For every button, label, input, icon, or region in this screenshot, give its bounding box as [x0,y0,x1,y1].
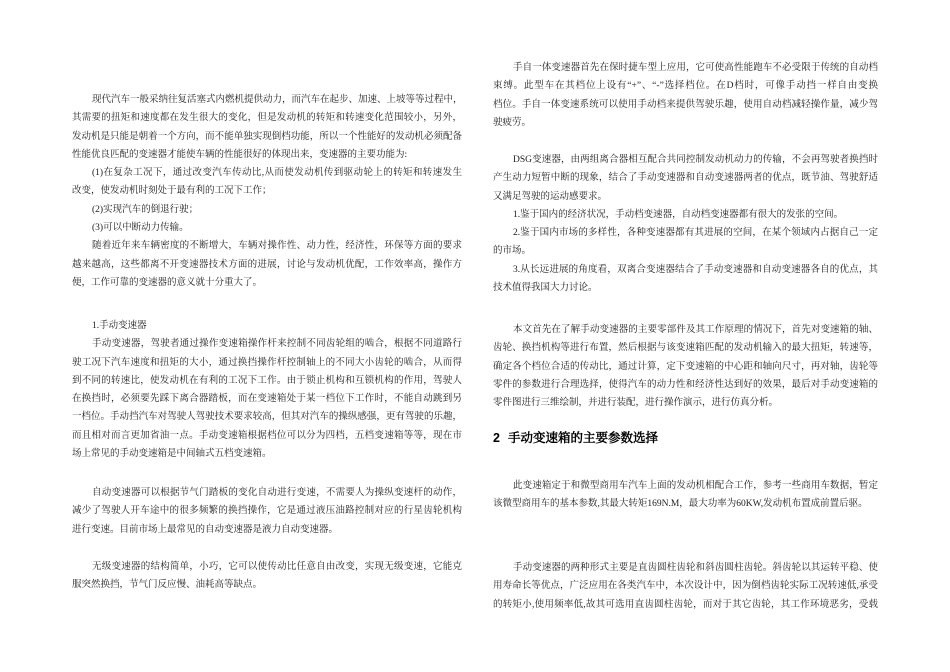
text-line: 而且相对而言更加省油一点。手动变速箱根据档位可以分为四档，五档变速箱等等，现在市 [72,430,462,441]
vehicle-parameters-paragraph [493,477,878,514]
tiptronic-paragraph [493,59,878,132]
manual-transmission-section [72,317,462,463]
text-line: 手自一体变速器首先在保时捷车型上应用，它可使高性能跑车不必受限于传统的自动档 [513,63,878,73]
text-line: 场上常见的手动变速箱是中间轴式五档变速箱。 [72,449,272,460]
left-opening-block [72,91,462,292]
text-line: 本文首先在了解手动变速器的主要零部件及其工作原理的情况下，首先对变速箱的轴、 [513,325,878,335]
automatic-transmission-paragraph [72,484,462,539]
development-trend-paragraph [72,237,462,292]
dsg-paragraph [493,151,878,206]
text-line: 该微型商用车的基本参数,其最大转矩169N.M，最大功率为60KW,发动机布置成前置后驱。 [493,499,868,510]
text-line: 到不同的转速比，使发动机在有利的工况下工作。由于锁止机构和互锁机构的作用，驾驶人 [72,375,462,386]
text-line: 2.鉴于国内市场的多样性，各种变速器都有其进展的空间，在某个领域内占据自己一定 [513,228,878,239]
text-line: 自动变速器可以根据节气门踏板的变化自动进行变速，不需要人为操纵变速杆的动作， [92,488,462,498]
text-line: 用寿命长等优点，广泛应用在各类汽车中，本次设计中，因为倒档齿轮实际工况转速低,承受 [493,581,878,592]
section-number: 2 [493,431,500,445]
gear-type-paragraph [493,559,878,614]
text-line: 进行变速。目前市场上最常见的自动变速器是液力自动变速器。 [72,524,339,535]
subsection-heading: 1.手动变速器 [92,321,147,331]
text-line: 束缚。此型车在其档位上设有“+”、“-”选择档位。在D档时，可像手动挡一样自由变换 [493,81,878,92]
text-line: 越来越高，这些都离不开变速器技术方面的进展，讨论与发动机优配，工作效率高，操作方 [72,259,462,270]
text-line: 无级变速器的结构简单，小巧，它可以使传动比任意自由改变，实现无级变速，它能克 [92,562,462,572]
intro-paragraph [72,91,462,164]
text-line: 发动机是只能是朝着一个方向，而不能单独实现倒档功能，所以一个性能好的发动机必须配备 [72,131,462,142]
text-line: 档位。手自一体变速系统可以使用手动档来提供驾驶乐趣，使用自动档减轻操作量，减少驾 [493,99,878,110]
text-line: 的市场。 [493,246,532,257]
text-line: 手动变速器，驾驶者通过操作变速箱操作杆来控制不同齿轮组的啮合，根据不同道路行 [92,339,462,350]
outlook-item-3 [493,261,878,298]
outlook-item-2 [493,224,878,261]
text-line: 齿轮、换挡机构等进行布置，然后根据与该变速箱匹配的发动机输入的最大扭矩，转速等， [493,343,878,354]
text-line: 1.鉴于国内的经济状况，手动档变速器，自动档变速器都有很大的发张的空间。 [513,209,844,220]
section-heading [493,429,878,447]
text-line: 其需要的扭矩和速度都在发生很大的变化，但是发动机的转矩和转速变化范围较小，另外， [72,113,462,124]
text-line: 手动变速器的两种形式主要是直齿圆柱齿轮和斜齿圆柱齿轮。斜齿轮以其运转平稳、使 [513,563,878,573]
text-line: DSG变速器，由两组离合器相互配合共同控制发动机动力的传输，不会再驾驶者换挡时 [513,155,878,165]
text-line: 此变速箱定于和微型商用车汽车上面的发动机相配合工作，参考一些商用车数据，暂定 [513,481,878,491]
dsg-and-outlook-block [493,151,878,297]
text-line: 一档位。手动挡汽车对驾驶人驾驶技术要求较高，但其对汽车的操纵感强，更有驾驶的乐趣， [72,412,462,423]
cvt-paragraph [72,558,462,595]
text-line: 的转矩小,使用频率低,故其可选用直齿圆柱齿轮，而对于其它齿轮，其工作环境恶劣，受载 [493,599,878,610]
text-line: (1)在复杂工况下，通过改变汽车传动比,从而使发动机传到驱动轮上的转矩和转速发生 [92,168,462,179]
text-line: 随着近年来车辆密度的不断增大，车辆对操作性、动力性，经济性，环保等方面的要求 [92,241,462,252]
text-line: (2)实现汽车的倒退行驶； [92,204,199,215]
text-line: 性能优良匹配的变速器才能使车辆的性能很好的体现出来，变速器的主要功能为: [72,149,408,160]
text-line: 在换挡时，必须要先踩下离合器踏板，而在变速箱处于某一档位下工作时，不能自动跳到另 [72,394,462,405]
text-line: 零件的参数进行合理选择，使得汽车的动力性和经济性达到好的效果，最后对手动变速箱的 [493,379,878,390]
text-line: 改变，使发动机时刻处于最有利的工况下工作； [72,186,272,197]
text-line: 产生动力短暂中断的现象，结合了手动变速器和自动变速器两者的优点，既节油、驾驶舒适 [493,173,878,184]
text-line: 现代汽车一般采纳往复活塞式内燃机提供动力，而汽车在起步、加速、上坡等等过程中， [92,95,463,105]
text-line: (3)可以中断动力传输。 [92,223,189,234]
text-line: 服突然换挡，节气门反应慢、油耗高等缺点。 [72,580,263,591]
section-title: 手动变速箱的主要参数选择 [507,431,658,445]
text-line: 3.从长远进展的角度看，双离合变速器结合了手动变速器和自动变速器各自的优点，其 [513,264,878,275]
text-line: 驶疲劳。 [493,117,532,128]
function-item-3 [72,219,462,237]
text-line: 确定各个档位合适的传动比，通过计算，定下变速箱的中心距和轴向尺寸，再对轴，齿轮等 [493,361,878,372]
text-line: 减少了驾驶人开车途中的很多频繁的换挡操作，它是通过液压油路控制对应的行星齿轮机构 [72,506,462,517]
function-item-1 [72,164,462,201]
outlook-item-1 [493,206,878,224]
thesis-outline-paragraph [493,321,878,412]
function-item-2 [72,201,462,219]
text-line: 零件图进行三维绘制，并进行装配，进行操作演示，进行仿真分析。 [493,398,779,409]
text-line: 驶工况下汽车速度和扭矩的大小，通过换挡操作杆控制轴上的不同大小齿轮的啮合，从而得 [72,357,462,368]
text-line: 便，工作可靠的变速器的意义就十分重大了。 [72,277,263,288]
text-line: 又满足驾驶的运动感要求。 [493,191,608,202]
manual-transmission-paragraph [72,335,462,463]
text-line: 技术值得我国大力讨论。 [493,283,598,294]
